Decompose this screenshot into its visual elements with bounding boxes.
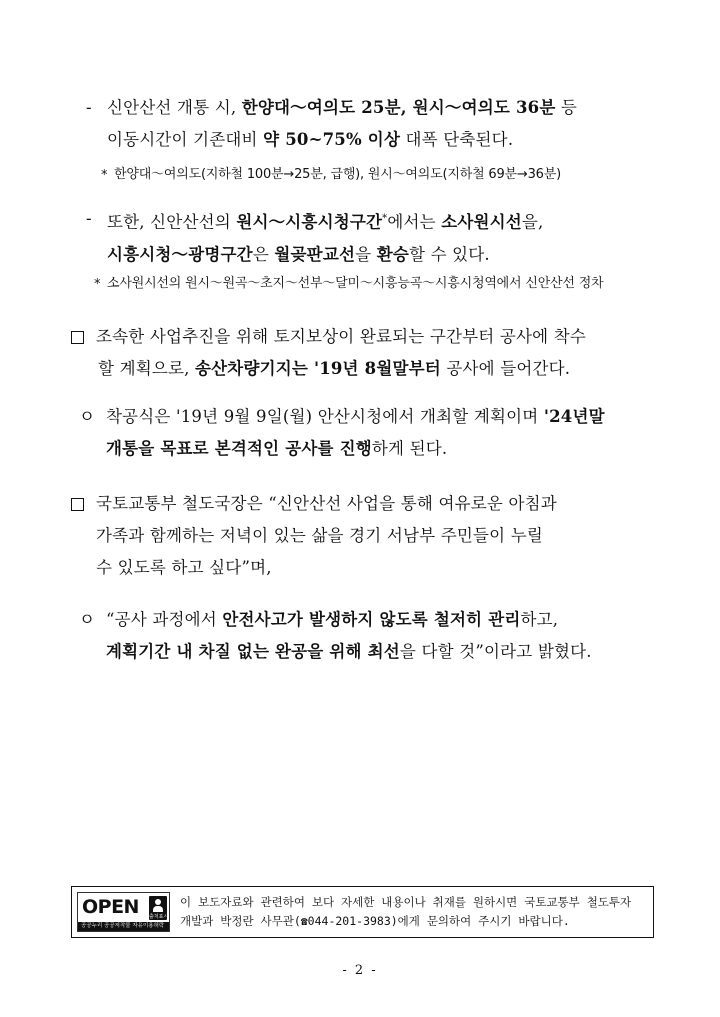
- highlight-travel-times: 한양대～여의도 25분, 원시～여의도 36분: [241, 98, 556, 117]
- square-bullet-icon: [71, 331, 84, 344]
- paragraph-director-quote: 국토교통부 철도국장은 “신안산선 사업을 통해 여유로운 아침과 가족과 함께하는 저녁이 있는 삶을 경기 서남부 주민들이 누릴 수 있도록 하고 싶다”며,: [96, 494, 557, 577]
- paragraph-ceremony: 착공식은 '19년 9월 9일(월) 안산시청에서 개최할 계획이며 '24년말 개통을 목표로 본격적인 공사를 진행하게 된다.: [106, 407, 605, 458]
- bullet-travel-time: 신안산선 개통 시, 한양대～여의도 25분, 원시～여의도 36분 등 이동시간이 기존대비 약 50~75% 이상 대폭 단축된다.: [107, 98, 578, 149]
- bullet-transfer: 또한, 신안산선의 원시～시흥시청구간*에서는 소사원시선을, 시흥시청～광명구간은 월곶판교선을 환승할 수 있다.: [107, 212, 544, 264]
- open-logo-strip: 공공누리 공공저작물 자유이용허락: [78, 922, 169, 931]
- asterisk-marker: *: [101, 168, 108, 183]
- attribution-person-icon: 출처표시: [149, 896, 167, 920]
- contact-info-box: [71, 886, 654, 938]
- kogl-open-logo: [77, 892, 170, 932]
- paragraph-safety-quote: “공사 과정에서 안전사고가 발생하지 않도록 철저히 관리하고, 계획기간 내 차질 없는 완공을 위해 최선을 다할 것”이라고 밝혔다.: [106, 610, 592, 661]
- circle-bullet-icon: ㅇ: [79, 610, 96, 629]
- dash-marker: -: [86, 209, 92, 228]
- square-bullet-icon: [71, 498, 84, 511]
- page-number: - 2 -: [342, 963, 378, 978]
- contact-text: 이 보도자료와 관련하여 보다 자세한 내용이나 취재를 원하시면 국토교통부 철도투자 개발과 박정란 사무관(☎044-201-3983)에게 문의하여 주시기 바랍니다.: [180, 895, 632, 928]
- circle-bullet-icon: ㅇ: [79, 407, 96, 426]
- footnote-travel-times: 한양대～여의도(지하철 100분→25분, 급행), 원시～여의도(지하철 69분→36분): [114, 167, 561, 182]
- asterisk-marker: *: [94, 277, 101, 292]
- highlight-reduction: 약 50~75% 이상: [263, 130, 401, 149]
- open-logo-word: OPEN: [82, 896, 139, 918]
- footnote-transfer-stations: 소사원시선의 원시～원곡～초지～선부～달미～시흥능곡～시흥시청역에서 신안산선 정차: [107, 276, 604, 291]
- paragraph-construction-plan: 조속한 사업추진을 위해 토지보상이 완료되는 구간부터 공사에 착수 할 계획으로, 송산차량기지는 '19년 8월말부터 공사에 들어간다.: [96, 327, 587, 378]
- dash-marker: -: [86, 98, 92, 117]
